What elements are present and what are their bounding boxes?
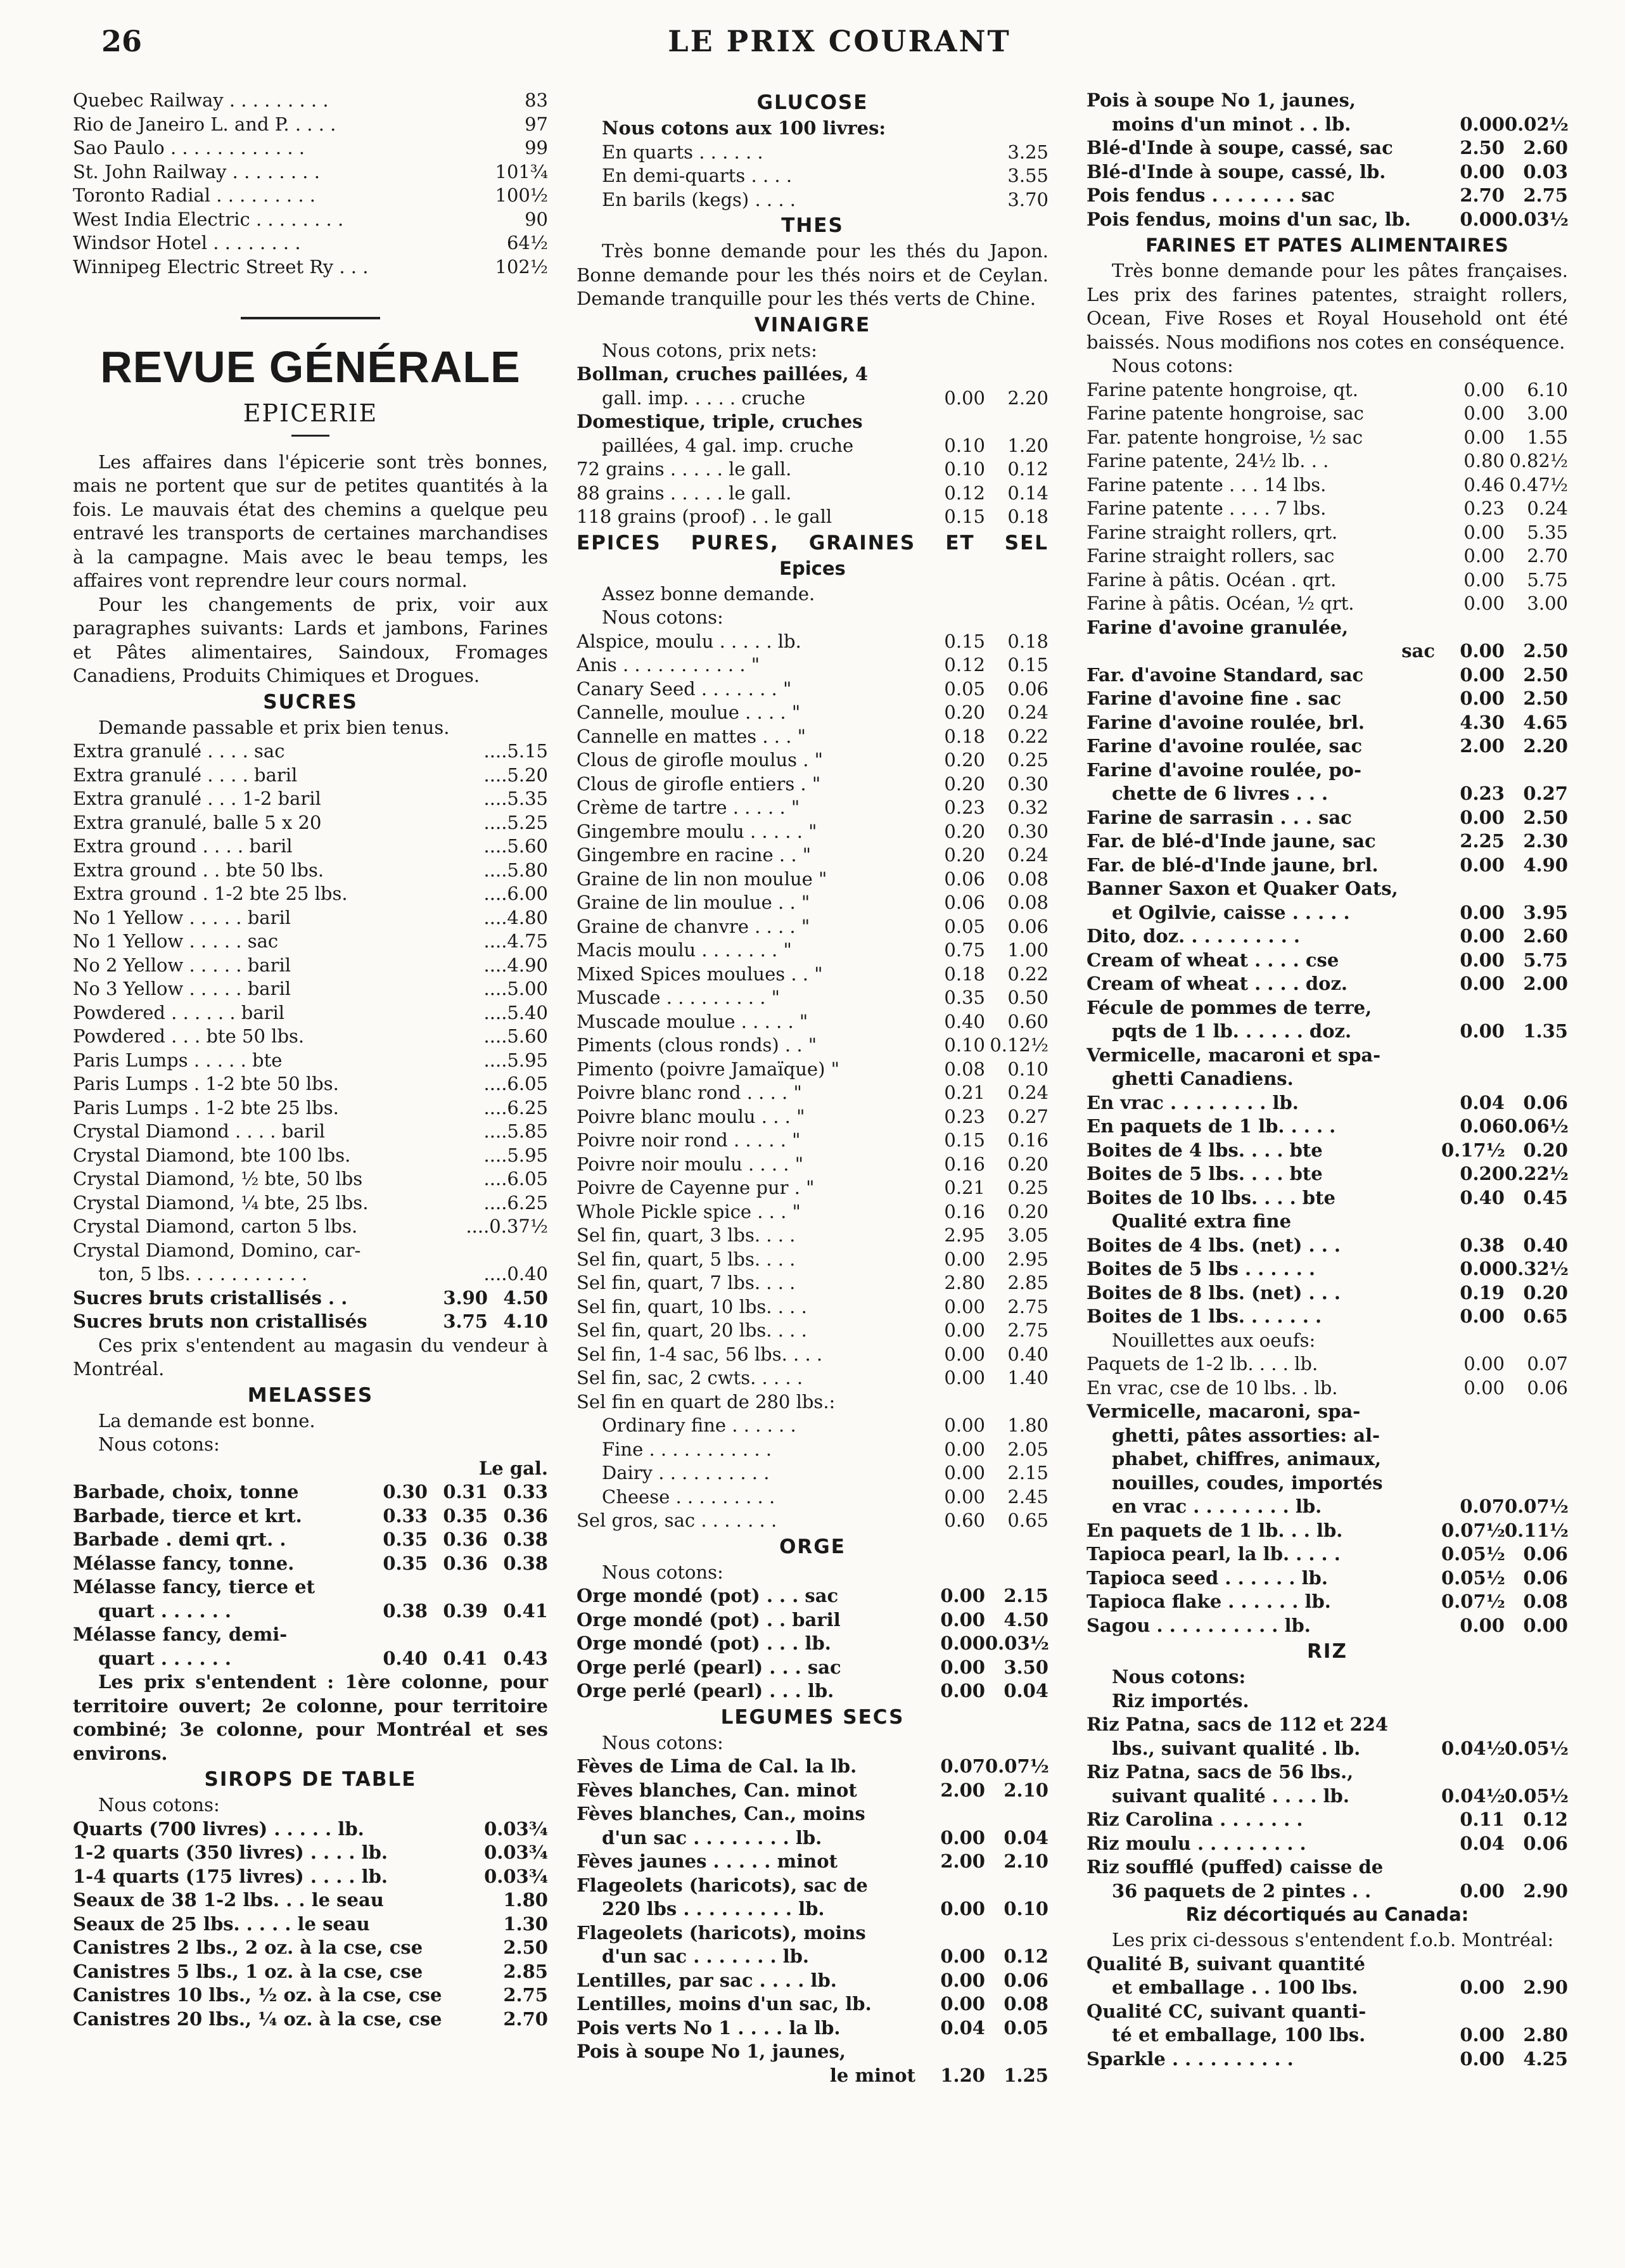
section-heading: GLUCOSE <box>756 91 869 114</box>
section-note: Nous cotons: <box>1112 355 1233 376</box>
price-row: Powdered . . . bte 50 lbs. ....5.60 <box>73 1025 548 1047</box>
price-row-label: Qualité CC, suivant quanti- <box>1087 2000 1367 2022</box>
price-row: quart . . . . . . 0.38 0.39 0.41 <box>98 1599 548 1622</box>
railway-list <box>73 89 548 279</box>
subsection-heading: Riz décortiqués au Canada: <box>1185 1904 1469 1925</box>
unit-label: Le gal. <box>478 1457 548 1479</box>
price-row: Cream of wheat . . . . cse 0.00 5.75 <box>1087 949 1568 971</box>
price-row: Barbade . demi qrt. . 0.35 0.36 0.38 <box>73 1528 548 1550</box>
price-row: Extra ground . . . . baril ....5.60 <box>73 835 548 857</box>
price-row: le minot 1.20 1.25 <box>829 2064 1048 2086</box>
price-row-label: Pois à soupe No 1, jaunes, <box>577 2041 846 2062</box>
price-row: Seaux de 38 1-2 lbs. . . le seau 1.80 <box>73 1889 548 1911</box>
page-number: 26 <box>101 24 143 58</box>
price-row: lbs., suivant qualité . lb. 0.04½ 0.05½ <box>1112 1737 1569 1759</box>
section-note: Demande passable et prix bien tenus. <box>98 716 450 738</box>
price-row: Extra granulé . . . . baril ....5.20 <box>73 764 548 786</box>
price-row: 1-4 quarts (175 livres) . . . . lb. 0.03¾ <box>73 1865 548 1887</box>
price-row-label: Riz Patna, sacs de 112 et 224 <box>1087 1714 1389 1735</box>
price-row: chette de 6 livres . . . 0.23 0.27 <box>1112 783 1568 804</box>
revue-subtitle: EPICERIE <box>243 399 378 427</box>
railway-row: Windsor Hotel . . . . . . . . 64½ <box>73 232 548 253</box>
price-row: Canistres 2 lbs., 2 oz. à la cse, cse 2.50 <box>73 1937 548 1958</box>
price-row: Far. de blé-d'Inde jaune, brl. 0.00 4.90 <box>1087 854 1568 876</box>
price-row: Sel fin, sac, 2 cwts. . . . . 0.00 1.40 <box>577 1367 1048 1388</box>
farines-avoine-list <box>1087 663 1568 759</box>
price-row: Boites de 10 lbs. . . . bte 0.40 0.45 <box>1087 1186 1568 1208</box>
price-row: et emballage . . 100 lbs. 0.00 2.90 <box>1112 1976 1568 1998</box>
price-row: en vrac . . . . . . . . lb. 0.07 0.07½ <box>1112 1496 1569 1517</box>
price-row: Riz moulu . . . . . . . . . 0.04 0.06 <box>1087 1832 1568 1854</box>
price-row: Muscade moulue . . . . . " 0.40 0.60 <box>577 1010 1048 1032</box>
price-row: Boites de 1 lbs. . . . . . . 0.00 0.65 <box>1087 1305 1568 1327</box>
price-row: Orge perlé (pearl) . . . lb. 0.00 0.04 <box>577 1680 1048 1701</box>
revue-title: REVUE GÉNÉRALE <box>100 342 521 392</box>
price-row: Orge perlé (pearl) . . . sac 0.00 3.50 <box>577 1656 1048 1678</box>
price-row: En vrac . . . . . . . . lb. 0.04 0.06 <box>1087 1091 1568 1113</box>
price-row: Extra granulé, balle 5 x 20 ....5.25 <box>73 811 548 833</box>
railway-row: West India Electric . . . . . . . . 90 <box>73 208 548 230</box>
price-row: Pois fendus . . . . . . . sac 2.70 2.75 <box>1087 184 1568 206</box>
price-row: 220 lbs . . . . . . . . . lb. 0.00 0.10 <box>602 1898 1048 1919</box>
sel-list <box>577 1414 1048 1509</box>
farines-paragraph: Très bonne demande pour les pâtes françaises. Les prix des farines patentes, straight rollers, Ocean, Five Roses et Royal Household ont été baissés. Nous modifions nos cotes en conséquence. <box>1087 260 1568 353</box>
price-row: Canistres 5 lbs., 1 oz. à la cse, cse 2.85 <box>73 1960 548 1982</box>
price-row: Sel gros, sac . . . . . . . 0.60 0.65 <box>577 1509 1048 1531</box>
column-1 <box>73 89 548 2031</box>
section-heading: RIZ <box>1307 1640 1348 1663</box>
price-row: d'un sac . . . . . . . . lb. 0.00 0.04 <box>602 1826 1048 1848</box>
price-row: Whole Pickle spice . . . " 0.16 0.20 <box>577 1200 1048 1222</box>
vinaigre-list <box>577 362 1048 529</box>
price-row: Mixed Spices moulues . . " 0.18 0.22 <box>577 963 1048 985</box>
price-row: Dito, doz. . . . . . . . . . 0.00 2.60 <box>1087 925 1568 947</box>
price-row: Blé-d'Inde à soupe, cassé, lb. 0.00 0.03 <box>1087 160 1568 183</box>
price-row: Quarts (700 livres) . . . . . lb. 0.03¾ <box>73 1817 548 1840</box>
price-row: En paquets de 1 lb. . . . . 0.06 0.06½ <box>1087 1115 1569 1137</box>
price-row-label: Mélasse fancy, tierce et <box>73 1576 315 1598</box>
price-row: Sel fin, quart, 3 lbs. . . . 2.95 3.05 <box>577 1224 1048 1246</box>
price-row: Farine patente hongroise, qt. 0.00 6.10 <box>1087 378 1568 400</box>
glucose-list <box>577 141 1048 212</box>
price-row: Fèves blanches, Can. minot 2.00 2.10 <box>577 1779 1048 1801</box>
price-row: En demi-quarts . . . . 3.55 <box>602 165 1048 186</box>
price-row-label: Vermicelle, macaroni, spa- <box>1087 1400 1361 1422</box>
price-row: Sucres bruts non cristallisés 3.75 4.10 <box>73 1310 548 1332</box>
price-row: Graine de lin non moulue " 0.06 0.08 <box>577 868 1048 890</box>
price-row: Pois fendus, moins d'un sac, lb. 0.00 0.03½ <box>1087 208 1569 230</box>
farines-list-2 <box>1087 806 1568 878</box>
price-row: Cheese . . . . . . . . . 0.00 2.45 <box>602 1485 1048 1508</box>
section-note: Nous cotons: <box>602 1561 723 1583</box>
price-row: Pimento (poivre Jamaïque) " 0.08 0.10 <box>577 1058 1048 1080</box>
railway-row: St. John Railway . . . . . . . . 101¾ <box>73 160 548 183</box>
vermicelle-list <box>1087 1091 1568 1210</box>
price-row: Crème de tartre . . . . . " 0.23 0.32 <box>577 797 1048 818</box>
sucres-list <box>73 740 548 1334</box>
price-row: Canary Seed . . . . . . . " 0.05 0.06 <box>577 677 1048 700</box>
price-row: gall. imp. . . . . cruche 0.00 2.20 <box>602 387 1048 409</box>
price-row: En vrac, cse de 10 lbs. . lb. 0.00 0.06 <box>1087 1376 1568 1399</box>
price-row: suivant qualité . . . . lb. 0.04½ 0.05½ <box>1112 1784 1569 1807</box>
section-note: Nous cotons: <box>98 1794 220 1816</box>
section-heading: SUCRES <box>263 690 358 714</box>
price-row-label: phabet, chiffres, animaux, <box>1112 1448 1382 1470</box>
price-row: sac 0.00 2.50 <box>1401 640 1568 662</box>
price-row: Farine patente, 24½ lb. . . 0.80 0.82½ <box>1087 450 1568 471</box>
price-row: Farine straight rollers, sac 0.00 2.70 <box>1087 545 1568 567</box>
price-row: Extra granulé . . . 1-2 baril ....5.35 <box>73 788 548 809</box>
section-note: Nous cotons: <box>602 606 723 628</box>
price-row: Crystal Diamond, carton 5 lbs. ....0.37½ <box>73 1215 548 1237</box>
nouillettes-list <box>1087 1352 1568 1400</box>
price-row: Sel fin, quart, 20 lbs. . . . 0.00 2.75 <box>577 1319 1048 1341</box>
section-heading: FARINES ET PATES ALIMENTAIRES <box>1145 234 1509 256</box>
price-row-label: Qualité B, suivant quantité <box>1087 1952 1365 1975</box>
page-header <box>95 19 1584 70</box>
price-row-label: Mélasse fancy, demi- <box>73 1624 288 1645</box>
price-row-label: Fécule de pommes de terre, <box>1087 996 1372 1018</box>
price-row: No 1 Yellow . . . . . baril ....4.80 <box>73 906 548 928</box>
price-row: 36 paquets de 2 pintes . . 0.00 2.90 <box>1112 1880 1568 1902</box>
price-row: Anis . . . . . . . . . . . " 0.12 0.15 <box>577 654 1048 676</box>
price-row: Boites de 8 lbs. (net) . . . 0.19 0.20 <box>1087 1281 1568 1304</box>
price-row: Paris Lumps . 1-2 bte 50 lbs. ....6.05 <box>73 1073 548 1094</box>
price-row: Farine patente . . . 14 lbs. 0.46 0.47½ <box>1087 473 1568 496</box>
price-row: té et emballage, 100 lbs. 0.00 2.80 <box>1112 2024 1568 2046</box>
price-row: Orge mondé (pot) . . . lb. 0.00 0.03½ <box>577 1632 1049 1654</box>
price-row-label: Bollman, cruches paillées, 4 <box>577 363 868 385</box>
price-row: Seaux de 25 lbs. . . . . le seau 1.30 <box>73 1912 548 1935</box>
price-row: Cream of wheat . . . . doz. 0.00 2.00 <box>1087 973 1568 994</box>
price-row: Lentilles, par sac . . . . lb. 0.00 0.06 <box>577 1969 1048 1991</box>
price-row: Piments (clous ronds) . . " 0.10 0.12½ <box>577 1034 1048 1056</box>
price-row: No 2 Yellow . . . . . baril ....4.90 <box>73 954 548 976</box>
price-row: Dairy . . . . . . . . . . 0.00 2.15 <box>602 1462 1048 1483</box>
section-note: Nous cotons aux 100 livres: <box>602 117 886 139</box>
subtitle-divider <box>291 435 329 437</box>
price-row: Farine d'avoine roulée, brl. 4.30 4.65 <box>1087 711 1568 733</box>
price-row: Gingembre moulu . . . . . " 0.20 0.30 <box>577 820 1048 842</box>
price-row: Crystal Diamond, ¼ bte, 25 lbs. ....6.25 <box>73 1191 548 1214</box>
price-row-label: Crystal Diamond, Domino, car- <box>73 1239 361 1261</box>
price-row: Lentilles, moins d'un sac, lb. 0.00 0.08 <box>577 1993 1048 2015</box>
railway-row: Sao Paulo . . . . . . . . . . . . 99 <box>73 137 548 158</box>
price-row: Canistres 10 lbs., ½ oz. à la cse, cse 2.75 <box>73 1984 548 2006</box>
price-row-label: Flageolets (haricots), moins <box>577 1921 866 1944</box>
price-row: Farine patente . . . . 7 lbs. 0.23 0.24 <box>1087 497 1568 519</box>
price-row-label: nouilles, coudes, importés <box>1112 1471 1383 1494</box>
qualite-list <box>1087 1234 1568 1329</box>
section-note: Nous cotons: <box>602 1731 723 1753</box>
price-row: Tapioca seed . . . . . . lb. 0.05½ 0.06 <box>1087 1566 1568 1589</box>
melasses-footnote: Les prix s'entendent : 1ère colonne, pour territoire ouvert; 2e colonne, pour territoire combiné; 3e colonne, pour Montréal et ses environs. <box>73 1671 548 1764</box>
price-row: quart . . . . . . 0.40 0.41 0.43 <box>98 1647 548 1669</box>
section-heading: LEGUMES SECS <box>720 1705 905 1729</box>
thes-paragraph: Très bonne demande pour les thés du Japon. Bonne demande pour les thés noirs et de Ceylan. Demande tranquille pour les thés verts de Chine. <box>577 240 1048 309</box>
price-row: Paris Lumps . . . . . bte ....5.95 <box>73 1049 548 1071</box>
price-row: Sel fin, quart, 10 lbs. . . . 0.00 2.75 <box>577 1295 1048 1317</box>
price-row: No 3 Yellow . . . . . baril ....5.00 <box>73 978 548 999</box>
price-row: Pois verts No 1 . . . . la lb. 0.04 0.05 <box>577 2016 1048 2039</box>
price-row-label: Riz Patna, sacs de 56 lbs., <box>1087 1761 1354 1783</box>
section-heading: THES <box>781 214 844 237</box>
railway-row: Toronto Radial . . . . . . . . . 100½ <box>73 184 548 206</box>
section-heading: EPICES PURES, GRAINES ET SEL <box>577 531 1048 554</box>
price-row: Ordinary fine . . . . . . 0.00 1.80 <box>602 1414 1048 1436</box>
price-row: Poivre de Cayenne pur . " 0.21 0.25 <box>577 1177 1048 1198</box>
price-row: Sucres bruts cristallisés . . 3.90 4.50 <box>73 1286 548 1309</box>
price-row: Fine . . . . . . . . . . . 0.00 2.05 <box>602 1438 1048 1460</box>
price-row: 1-2 quarts (350 livres) . . . . lb. 0.03¾ <box>73 1842 548 1863</box>
price-row: Boites de 4 lbs. (net) . . . 0.38 0.40 <box>1087 1234 1568 1256</box>
section-note: Nous cotons: <box>98 1433 220 1455</box>
section-heading: SIROPS DE TABLE <box>204 1768 417 1791</box>
price-row: Farine à pâtis. Océan, ½ qrt. 0.00 3.00 <box>1087 593 1568 614</box>
riz-paragraph: Les prix ci-dessous s'entendent f.o.b. Montréal: <box>1112 1929 1554 1951</box>
price-row: Fèves jaunes . . . . . minot 2.00 2.10 <box>577 1850 1048 1872</box>
price-row: Barbade, choix, tonne 0.30 0.31 0.33 <box>73 1481 548 1502</box>
price-row: Clous de girofle moulus . " 0.20 0.25 <box>577 749 1048 771</box>
legumes-list <box>577 1755 1048 2087</box>
price-row: Boites de 5 lbs. . . . bte 0.20 0.22½ <box>1087 1163 1569 1184</box>
price-row-label: Vermicelle, macaroni et spa- <box>1087 1044 1381 1066</box>
section-heading: VINAIGRE <box>754 313 871 336</box>
orge-list <box>577 1584 1048 1703</box>
price-row: Farine d'avoine fine . sac 0.00 2.50 <box>1087 688 1568 709</box>
railway-row: Rio de Janeiro L. and P. . . . . 97 <box>73 113 548 135</box>
price-row-label: ghetti, pâtes assorties: al- <box>1112 1424 1380 1446</box>
price-row: Gingembre en racine . . " 0.20 0.24 <box>577 844 1048 866</box>
price-row: Extra granulé . . . . sac ....5.15 <box>73 740 548 762</box>
price-row: Cannelle, moulue . . . . " 0.20 0.24 <box>577 702 1048 723</box>
price-row: Cannelle en mattes . . . " 0.18 0.22 <box>577 725 1048 747</box>
price-row: Mélasse fancy, tonne. 0.35 0.36 0.38 <box>73 1552 548 1574</box>
section-heading: MELASSES <box>247 1383 374 1407</box>
price-row: En paquets de 1 lb. . . lb. 0.07½ 0.11½ <box>1087 1519 1569 1541</box>
price-row: Farine à pâtis. Océan . qrt. 0.00 5.75 <box>1087 568 1568 591</box>
price-row: Macis moulu . . . . . . . " 0.75 1.00 <box>577 939 1048 961</box>
intro-paragraph: Pour les changements de prix, voir aux paragraphes suivants: Lards et jambons, Farines et Pâtes alimentaires, Saindoux, Fromages Canadiens, Produits Chimiques et Drogues. <box>73 593 548 686</box>
price-row: Boites de 4 lbs. . . . bte 0.17½ 0.20 <box>1087 1139 1568 1161</box>
price-row: No 1 Yellow . . . . . sac ....4.75 <box>73 930 548 952</box>
price-row: Graine de lin moulue . . " 0.06 0.08 <box>577 892 1048 913</box>
price-row: En barils (kegs) . . . . 3.70 <box>602 188 1048 210</box>
price-row: Sagou . . . . . . . . . . lb. 0.00 0.00 <box>1087 1614 1568 1636</box>
price-row-label: Riz soufflé (puffed) caisse de <box>1087 1856 1384 1878</box>
price-row: Canistres 20 lbs., ¼ oz. à la cse, cse 2.70 <box>73 2008 548 2030</box>
intro-paragraph: Les affaires dans l'épicerie sont très bonnes, mais ne portent que sur de petites quantités à la fois. Le mauvais état des chemins a quelque peu entravé les transports de certaines marchandises à la campagne. Mais avec le beau temps, les affaires vont reprendre leur cours normal. <box>73 451 548 591</box>
price-row: Riz Carolina . . . . . . . 0.11 0.12 <box>1087 1809 1568 1830</box>
subsection-heading: Nouillettes aux oeufs: <box>1112 1329 1316 1351</box>
price-row-label: Farine d'avoine granulée, <box>1087 616 1349 638</box>
price-row: Poivre noir rond . . . . . " 0.15 0.16 <box>577 1129 1048 1151</box>
price-row: Extra ground . 1-2 bte 25 lbs. ....6.00 <box>73 883 548 904</box>
price-row-label: Domestique, triple, cruches <box>577 411 863 432</box>
page-title: LE PRIX COURANT <box>668 24 1011 58</box>
price-row: Far. patente hongroise, ½ sac 0.00 1.55 <box>1087 426 1568 448</box>
sucres-footnote: Ces prix s'entendent au magasin du vendeur à Montréal. <box>73 1334 548 1380</box>
price-row: Crystal Diamond . . . . baril ....5.85 <box>73 1120 548 1142</box>
price-row: Farine d'avoine roulée, sac 2.00 2.20 <box>1087 735 1568 757</box>
price-row: Muscade . . . . . . . . . " 0.35 0.50 <box>577 987 1048 1008</box>
price-row: Tapioca flake . . . . . . lb. 0.07½ 0.08 <box>1087 1591 1568 1612</box>
section-note: Assez bonne demande. <box>602 582 815 605</box>
price-row: Alspice, moulu . . . . . lb. 0.15 0.18 <box>577 630 1048 652</box>
price-row: Blé-d'Inde à soupe, cassé, sac 2.50 2.60 <box>1087 137 1568 158</box>
price-row: Orge mondé (pot) . . . sac 0.00 2.15 <box>577 1585 1048 1606</box>
price-row-label: Banner Saxon et Quaker Oats, <box>1087 878 1398 899</box>
price-row: Barbade, tierce et krt. 0.33 0.35 0.36 <box>73 1504 548 1527</box>
price-row: Far. de blé-d'Inde jaune, sac 2.25 2.30 <box>1087 830 1568 852</box>
price-row: 88 grains . . . . . le gall. 0.12 0.14 <box>577 482 1048 504</box>
pois-list <box>1087 136 1568 231</box>
price-row: Sel fin, 1-4 sac, 56 lbs. . . . 0.00 0.40 <box>577 1343 1048 1365</box>
section-note: Nous cotons: <box>1112 1666 1246 1688</box>
price-row: Crystal Diamond, bte 100 lbs. ....5.95 <box>73 1144 548 1166</box>
price-row: Farine de sarrasin . . . sac 0.00 2.50 <box>1087 806 1568 828</box>
section-note: Nous cotons, prix nets: <box>602 339 817 361</box>
price-row: En quarts . . . . . . 3.25 <box>602 141 1048 163</box>
section-heading: ORGE <box>779 1535 846 1558</box>
price-row: Far. d'avoine Standard, sac 0.00 2.50 <box>1087 663 1568 686</box>
epices-list <box>577 630 1048 1390</box>
melasses-list <box>73 1480 548 1670</box>
price-row: Poivre blanc rond . . . . " 0.21 0.24 <box>577 1082 1048 1103</box>
railway-row: Winnipeg Electric Street Ry . . . 102½ <box>73 255 548 278</box>
railway-row: Quebec Railway . . . . . . . . . 83 <box>73 89 548 111</box>
price-row: Orge mondé (pot) . . baril 0.00 4.50 <box>577 1608 1048 1631</box>
price-row: Poivre noir moulu . . . . " 0.16 0.20 <box>577 1153 1048 1175</box>
price-row-label: Pois à soupe No 1, jaunes, <box>1087 89 1356 111</box>
section-note: Riz importés. <box>1112 1689 1249 1712</box>
price-row: Crystal Diamond, ½ bte, 50 lbs ....6.05 <box>73 1168 548 1189</box>
section-divider <box>241 317 380 319</box>
price-row-label: Fèves blanches, Can., moins <box>577 1803 865 1824</box>
price-row: Paquets de 1-2 lb. . . . lb. 0.00 0.07 <box>1087 1353 1568 1374</box>
subsection-heading: Sel fin en quart de 280 lbs.: <box>577 1390 836 1413</box>
price-row: Boites de 5 lbs . . . . . . 0.00 0.32½ <box>1087 1258 1569 1279</box>
price-row: Powdered . . . . . . baril ....5.40 <box>73 1001 548 1023</box>
farines-list-3 <box>1087 925 1568 996</box>
price-row: Sparkle . . . . . . . . . . 0.00 4.25 <box>1087 2047 1568 2070</box>
price-row: Sel fin, quart, 7 lbs. . . . 2.80 2.85 <box>577 1272 1048 1293</box>
subsection-heading: Qualité extra fine <box>1112 1210 1292 1232</box>
price-row: d'un sac . . . . . . . lb. 0.00 0.12 <box>602 1945 1048 1967</box>
price-row: Farine straight rollers, qrt. 0.00 5.35 <box>1087 521 1568 543</box>
price-row: Clous de girofle entiers . " 0.20 0.30 <box>577 772 1048 795</box>
price-row: Extra ground . . bte 50 lbs. ....5.80 <box>73 859 548 881</box>
sirops-list <box>73 1817 548 2032</box>
price-row-label: Flageolets (haricots), sac de <box>577 1874 868 1896</box>
price-row: Farine patente hongroise, sac 0.00 3.00 <box>1087 402 1568 424</box>
price-row-label: ghetti Canadiens. <box>1112 1068 1294 1089</box>
price-row: ton, 5 lbs. . . . . . . . . . . ....0.40 <box>98 1263 548 1285</box>
price-row: Graine de chanvre . . . . " 0.05 0.06 <box>577 915 1048 937</box>
price-row: Poivre blanc moulu . . . " 0.23 0.27 <box>577 1105 1048 1127</box>
price-row: Fèves de Lima de Cal. la lb. 0.07 0.07½ <box>577 1755 1049 1777</box>
price-row: pqts de 1 lb. . . . . . doz. 0.00 1.35 <box>1112 1020 1568 1042</box>
price-row: 118 grains (proof) . . le gall 0.15 0.18 <box>577 506 1048 527</box>
price-row: Sel fin, quart, 5 lbs. . . . 0.00 2.95 <box>577 1248 1048 1270</box>
section-note: La demande est bonne. <box>98 1409 315 1432</box>
price-row: Paris Lumps . 1-2 bte 25 lbs. ....6.25 <box>73 1096 548 1118</box>
column-2 <box>577 89 1048 2087</box>
price-row-label: Farine d'avoine roulée, po- <box>1087 759 1361 781</box>
subsection-heading: Epices <box>779 557 846 579</box>
price-row: paillées, 4 gal. imp. cruche 0.10 1.20 <box>602 434 1048 456</box>
price-row: Tapioca pearl, la lb. . . . . 0.05½ 0.06 <box>1087 1543 1568 1565</box>
price-row: 72 grains . . . . . le gall. 0.10 0.12 <box>577 458 1048 480</box>
farines-list <box>1087 378 1568 616</box>
column-3 <box>1087 89 1568 2071</box>
price-row: moins d'un minot . . lb. 0.00 0.02½ <box>1112 113 1569 135</box>
tapioca-list <box>1087 1519 1568 1638</box>
price-row: et Ogilvie, caisse . . . . . 0.00 3.95 <box>1112 901 1568 923</box>
